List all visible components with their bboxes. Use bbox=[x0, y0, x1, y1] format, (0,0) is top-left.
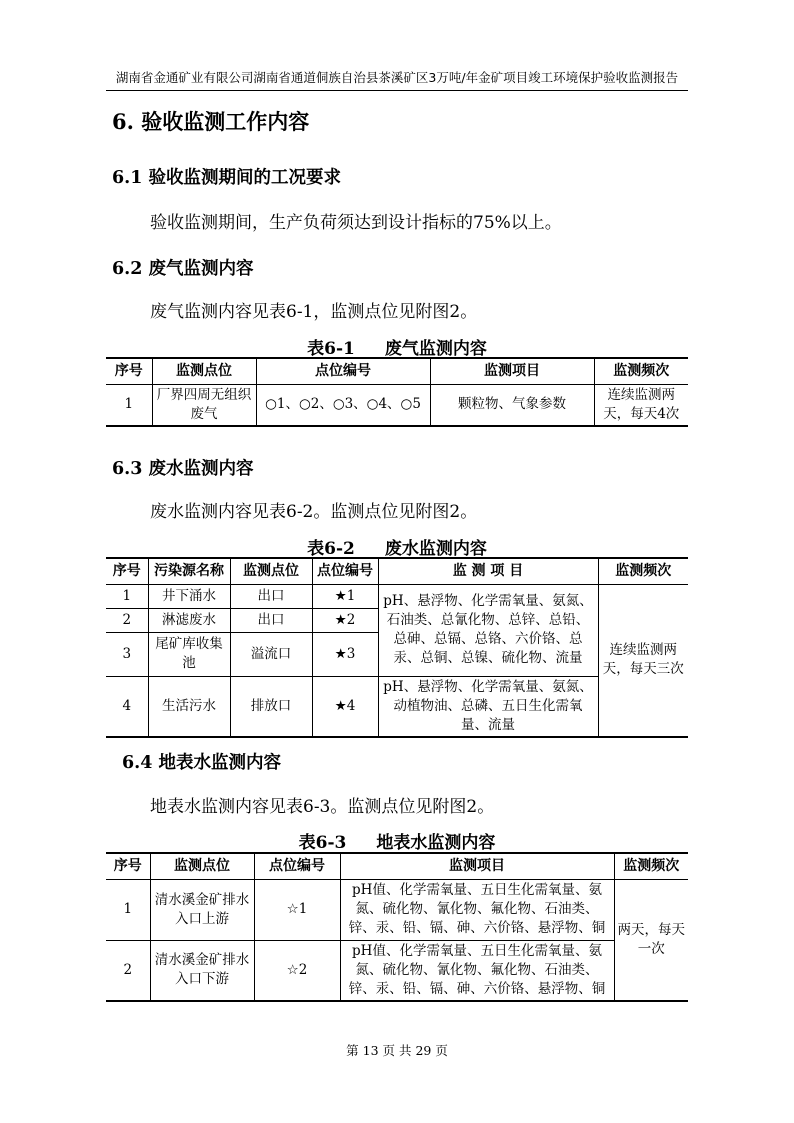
monitoring-items: pH、悬浮物、化学需氧量、氨氮、动植物油、总磷、五日生化需氧量、流量 bbox=[378, 676, 598, 737]
column-header: 监测频次 bbox=[614, 853, 688, 879]
table-row bbox=[106, 384, 688, 426]
column-header: 监测点位 bbox=[150, 853, 254, 879]
column-header: 监测点位 bbox=[230, 558, 312, 584]
section-6-4-text: 地表水监测内容见表6-3。监测点位见附图2。 bbox=[150, 797, 495, 817]
section-6-2-title: 6.2 废气监测内容 bbox=[112, 259, 254, 279]
table-6-1 bbox=[106, 357, 688, 427]
table-6-1-caption bbox=[106, 334, 688, 359]
column-header: 污染源名称 bbox=[148, 558, 230, 584]
table-6-2-caption-name: 废水监测内容 bbox=[384, 539, 487, 559]
pollution-source: 生活污水 bbox=[148, 676, 230, 737]
section-6-1-title: 6.1 验收监测期间的工况要求 bbox=[112, 168, 342, 188]
table-6-1-caption-name: 废气监测内容 bbox=[384, 339, 487, 359]
monitoring-location: 厂界四周无组织废气 bbox=[152, 384, 256, 426]
monitoring-items: pH、悬浮物、化学需氧量、氨氮、石油类、总氰化物、总锌、总铅、总砷、总镉、总铬、六价铬、总汞、总铜、总镍、硫化物、流量 bbox=[378, 584, 598, 676]
section-6-2-text: 废气监测内容见表6-1，监测点位见附图2。 bbox=[150, 302, 478, 322]
column-header: 监 测 项 目 bbox=[378, 558, 598, 584]
table-6-3-caption-name: 地表水监测内容 bbox=[376, 833, 496, 853]
row-number: 4 bbox=[106, 676, 148, 737]
section-6-3-title: 6.3 废水监测内容 bbox=[112, 459, 254, 479]
monitoring-frequency: 连续监测两天，每天4次 bbox=[594, 384, 688, 426]
monitoring-items: pH值、化学需氧量、五日生化需氧量、氨氮、硫化物、氰化物、氟化物、石油类、锌、汞、铅、镉、砷、六价铬、悬浮物、铜 bbox=[340, 879, 614, 940]
table-header-row bbox=[106, 358, 688, 384]
table-6-2-caption-number: 表6-2 bbox=[307, 539, 355, 559]
column-header: 点位编号 bbox=[312, 558, 378, 584]
monitoring-frequency: 连续监测两天，每天三次 bbox=[598, 584, 688, 737]
point-code: ★1 bbox=[312, 584, 378, 608]
column-header: 序号 bbox=[106, 358, 152, 384]
monitoring-items: 颗粒物、气象参数 bbox=[430, 384, 594, 426]
monitoring-items: pH值、化学需氧量、五日生化需氧量、氨氮、硫化物、氰化物、氟化物、石油类、锌、汞、铅、镉、砷、六价铬、悬浮物、铜 bbox=[340, 940, 614, 1001]
row-number: 2 bbox=[106, 940, 150, 1001]
row-number: 3 bbox=[106, 632, 148, 676]
column-header: 监测频次 bbox=[594, 358, 688, 384]
point-code: ★3 bbox=[312, 632, 378, 676]
monitoring-frequency: 两天，每天一次 bbox=[614, 879, 688, 1001]
table-6-1-caption-number: 表6-1 bbox=[307, 339, 355, 359]
table-6-2 bbox=[106, 557, 688, 738]
pollution-source: 淋滤废水 bbox=[148, 608, 230, 632]
monitoring-location: 出口 bbox=[230, 608, 312, 632]
section-6-title: 6. 验收监测工作内容 bbox=[112, 109, 310, 134]
section-6-3-text: 废水监测内容见表6-2。监测点位见附图2。 bbox=[150, 502, 478, 522]
table-header-row bbox=[106, 558, 688, 584]
column-header: 监测项目 bbox=[430, 358, 594, 384]
table-header-row bbox=[106, 853, 688, 879]
monitoring-location: 溢流口 bbox=[230, 632, 312, 676]
table-6-3 bbox=[106, 852, 688, 1002]
row-number: 1 bbox=[106, 384, 152, 426]
point-code: ☆2 bbox=[254, 940, 340, 1001]
table-6-3-caption-number: 表6-3 bbox=[298, 833, 347, 853]
column-header: 点位编号 bbox=[254, 853, 340, 879]
section-6-4-title: 6.4 地表水监测内容 bbox=[122, 753, 282, 773]
page-header: 湖南省金通矿业有限公司湖南省通道侗族自治县茶溪矿区3万吨/年金矿项目竣工环境保护验收监测报告 bbox=[115, 70, 679, 85]
table-row bbox=[106, 879, 688, 940]
table-row bbox=[106, 940, 688, 1001]
point-code: ○1、○2、○3、○4、○5 bbox=[256, 384, 430, 426]
row-number: 1 bbox=[106, 879, 150, 940]
table-6-2-caption bbox=[106, 534, 688, 559]
pollution-source: 井下涌水 bbox=[148, 584, 230, 608]
point-code: ★4 bbox=[312, 676, 378, 737]
table-6-3-caption bbox=[106, 828, 688, 853]
row-number: 2 bbox=[106, 608, 148, 632]
monitoring-location: 出口 bbox=[230, 584, 312, 608]
header-rule bbox=[106, 90, 688, 91]
monitoring-location: 排放口 bbox=[230, 676, 312, 737]
column-header: 监测频次 bbox=[598, 558, 688, 584]
column-header: 监测点位 bbox=[152, 358, 256, 384]
pollution-source: 尾矿库收集池 bbox=[148, 632, 230, 676]
page-footer: 第 13 页 共 29 页 bbox=[346, 1043, 448, 1058]
row-number: 1 bbox=[106, 584, 148, 608]
column-header: 序号 bbox=[106, 558, 148, 584]
table-row bbox=[106, 584, 688, 608]
column-header: 序号 bbox=[106, 853, 150, 879]
column-header: 点位编号 bbox=[256, 358, 430, 384]
monitoring-location: 清水溪金矿排水入口下游 bbox=[150, 940, 254, 1001]
point-code: ★2 bbox=[312, 608, 378, 632]
monitoring-location: 清水溪金矿排水入口上游 bbox=[150, 879, 254, 940]
column-header: 监测项目 bbox=[340, 853, 614, 879]
section-6-1-text: 验收监测期间，生产负荷须达到设计指标的75%以上。 bbox=[150, 213, 562, 233]
point-code: ☆1 bbox=[254, 879, 340, 940]
